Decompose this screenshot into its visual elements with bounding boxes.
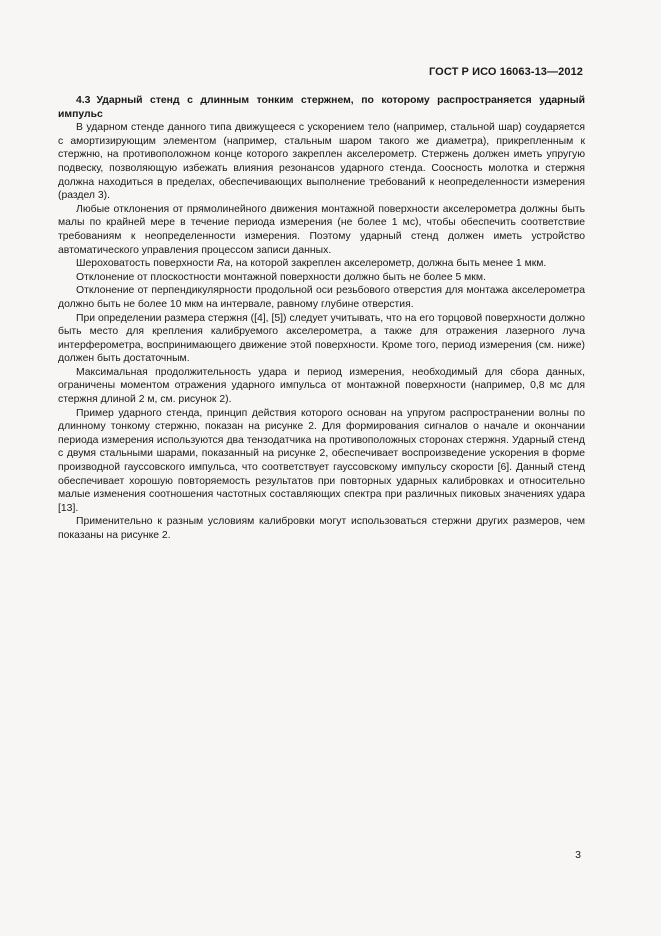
paragraph: В ударном стенде данного типа движущееся с ускорением тело (например, стальной шар) соударяется с амортизирующим элементом (например, стальным шаром такого же диаметра), прикрепленным к стержню, на противоположном конце которого закреплен акселерометр. Стержень должен иметь упругую подвеску, позволяющую избежать влияния резонансов ударного стенда. Соосность молотка и стержня должна находиться в пределах, обеспечивающих выполнение требований к неопределенности измерения (раздел 3). [58,122,585,202]
section-title: Ударный стенд с длинным тонким стержнем, по которому распространяется ударный импульс [58,95,585,120]
roughness-text-after: , на которой закреплен акселерометр, должна быть менее 1 мкм. [230,258,547,270]
paragraph: При определении размера стержня ([4], [5]) следует учитывать, что на его торцовой поверхности должно быть место для крепления калибруемого акселерометра, а также для отражения лазерного луча интерферометра, воспринимающего движение этой поверхности. Кроме того, период измерения (см. ниже) должен быть достаточным. [58,312,585,365]
roughness-symbol: Ra [216,258,231,270]
paragraph: Пример ударного стенда, принцип действия которого основан на упругом распространении волны по длинному тонкому стержню, показан на рисунке 2. Для формирования сигналов о начале и окончании периода измерения используются два тензодатчика на противоположных сторонах стержня. Ударный стенд с двумя стальными шарами, показанный на рисунке 2, обеспечивает воспроизведение ускорения в форме производной гауссовского импульса, что соответствует гауссовскому импульсу скорости [6]. Данный стенд обеспечивает хорошую повторяемость результатов при повторных ударных калибровках и относительно малые изменения соотношения частотных составляющих спектра при различных пиковых значениях удара [13]. [58,407,585,514]
paragraph: Отклонение от перпендикулярности продольной оси резьбового отверстия для монтажа акселерометра должно быть не более 10 мкм на интервале, равному глубине отверстия. [58,285,585,310]
paragraph: Любые отклонения от прямолинейного движения монтажной поверхности акселерометра должны быть малы по крайней мере в течение периода измерения (не более 1 мс), чтобы обеспечить соответствие требованиям к неопределенности измерения. Поэтому ударный стенд должен иметь устройство автоматического управления процессом записи данных. [58,203,585,256]
page-number: 3 [575,849,581,861]
section-number: 4.3 [76,95,91,106]
roughness-text-before: Шероховатость поверхности [76,258,217,270]
paragraph: Применительно к разным условиям калибровки могут использоваться стержни других размеров, чем показаны на рисунке 2. [58,516,585,541]
paragraph: Отклонение от плоскостности монтажной поверхности должно быть не более 5 мкм. [76,271,486,283]
paragraph: Максимальная продолжительность удара и период измерения, необходимый для сбора данных, ограничены моментом отражения ударного импульса от монтажной поверхности (например, 0,8 мс для стержня длиной 2 м, см. рисунок 2). [58,366,585,406]
document-body [58,94,585,543]
section-heading [58,94,585,121]
paragraph-roughness [58,257,585,271]
document-header: ГОСТ Р ИСО 16063-13—2012 [428,66,583,78]
